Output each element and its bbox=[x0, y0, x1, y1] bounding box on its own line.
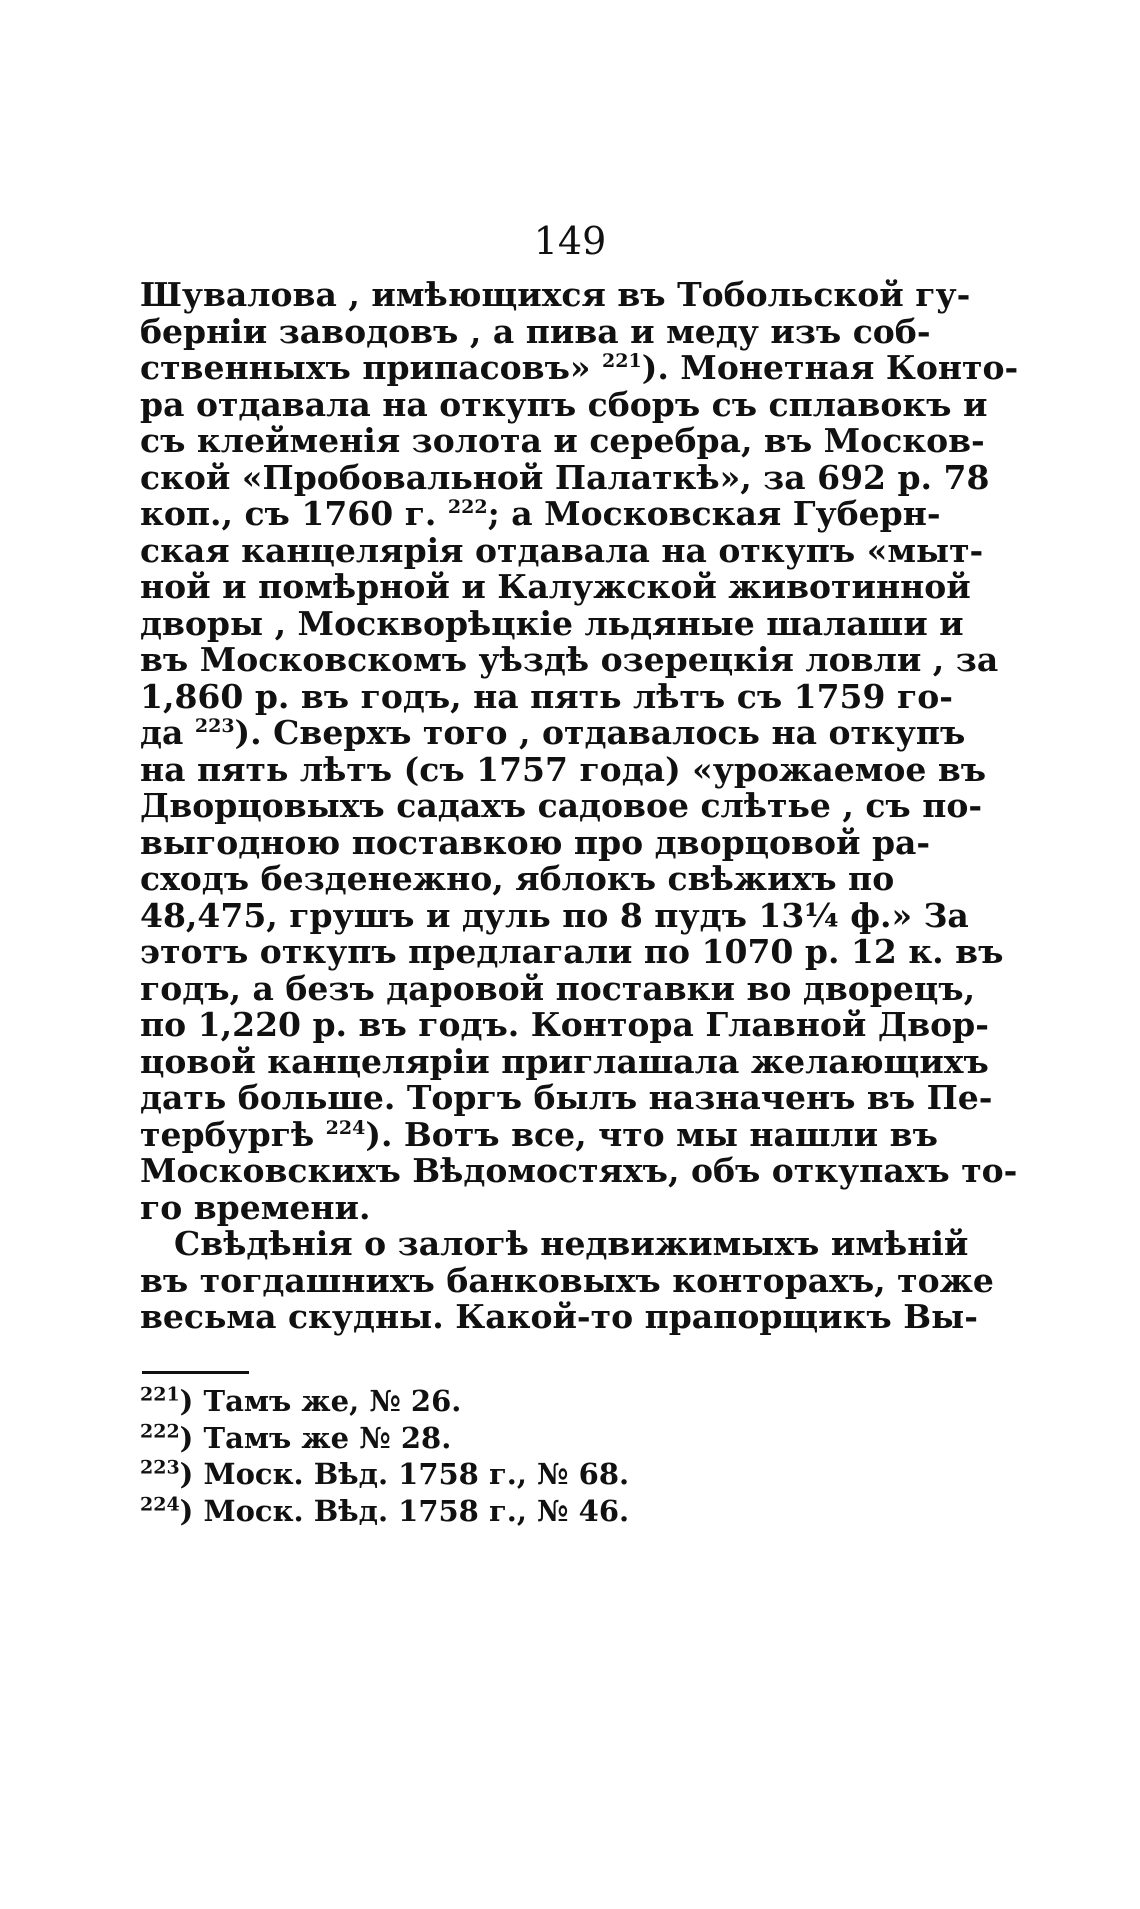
text-line: выгодною поставкою про дворцовой ра- bbox=[140, 822, 931, 862]
footnote-ref: 224 bbox=[325, 1116, 366, 1139]
text-line bbox=[140, 348, 1019, 387]
text-line: Шувалова , имѣющихся въ Тобольской гу- bbox=[140, 275, 971, 314]
text-line bbox=[140, 494, 941, 533]
text-line: Дворцовыхъ садахъ садовое слѣтье , съ по- bbox=[140, 786, 983, 825]
footnote-text: ) Моск. Вѣд. 1758 г., № 68. bbox=[179, 1457, 630, 1491]
text-line: въ Московскомъ уѣздѣ озерецкія ловли , за bbox=[140, 640, 999, 679]
text-line: по 1,220 р. въ годъ. Контора Главной Двор- bbox=[140, 1005, 989, 1044]
text-line: годъ, а безъ даровой поставки во дворецъ, bbox=[140, 968, 976, 1008]
text-line: весьма скудны. Какой-то прапорщикъ Вы- bbox=[140, 1297, 978, 1336]
text-line: этотъ откупъ предлагали по 1070 р. 12 к. въ bbox=[140, 932, 1004, 971]
footnote-number: 221 bbox=[140, 1383, 180, 1406]
text-line: цовой канцеляріи приглашала желающихъ bbox=[140, 1041, 989, 1081]
footnotes bbox=[140, 1383, 855, 1529]
footnote-ref: 223 bbox=[194, 715, 235, 737]
footnote bbox=[140, 1493, 855, 1530]
text-segment: ; а Московская Губерн- bbox=[487, 494, 941, 533]
footnote bbox=[140, 1456, 855, 1493]
footnote-text: ) Моск. Вѣд. 1758 г., № 46. bbox=[179, 1493, 630, 1528]
text-line bbox=[140, 713, 966, 752]
footnote-number: 224 bbox=[140, 1492, 180, 1515]
body-text bbox=[140, 275, 1019, 1336]
text-line: на пять лѣтъ (съ 1757 года) «урожаемое въ bbox=[140, 749, 987, 789]
text-line: 48,475, грушъ и дуль по 8 пудъ 13¼ ф.» За bbox=[140, 895, 969, 935]
text-line: сходъ безденежно, яблокъ свѣжихъ по bbox=[140, 859, 895, 898]
text-line bbox=[140, 1114, 938, 1154]
footnote bbox=[140, 1383, 855, 1420]
text-segment: тербургѣ bbox=[140, 1114, 326, 1154]
text-line: дворы , Москворѣцкіе льдяные шалаши и bbox=[140, 603, 964, 643]
footnote-divider bbox=[142, 1371, 249, 1374]
text-segment: ). Монетная Конто- bbox=[641, 348, 1019, 387]
footnote bbox=[140, 1420, 855, 1457]
text-line: ской «Пробовальной Палаткѣ», за 692 р. 78 bbox=[140, 457, 990, 497]
footnote-ref: 221 bbox=[602, 350, 642, 372]
text-segment: ). Вотъ все, что мы нашли въ bbox=[365, 1114, 938, 1154]
text-line: съ клейменія золота и серебра, въ Москов- bbox=[140, 421, 985, 460]
footnote-number: 222 bbox=[140, 1419, 180, 1442]
text-line: Московскихъ Вѣдомостяхъ, объ откупахъ то- bbox=[140, 1151, 1018, 1190]
text-line: ной и помѣрной и Калужской животинной bbox=[140, 567, 971, 606]
text-segment: коп., съ 1760 г. bbox=[140, 494, 448, 533]
text-segment: да bbox=[140, 713, 195, 752]
text-line: берніи заводовъ , а пива и меду изъ соб- bbox=[140, 311, 931, 351]
text-line: ская канцелярія отдавала на откупъ «мыт- bbox=[140, 530, 984, 570]
text-segment: ственныхъ припасовъ» bbox=[140, 348, 603, 387]
text-line: 1,860 р. въ годъ, на пять лѣтъ съ 1759 го- bbox=[140, 676, 953, 716]
text-line: въ тогдашнихъ банковыхъ конторахъ, тоже bbox=[140, 1260, 994, 1300]
footnote-ref: 222 bbox=[447, 496, 488, 518]
text-line: ра отдавала на откупъ сборъ съ сплавокъ и bbox=[140, 384, 988, 424]
text-line: Свѣдѣнія о залогѣ недвижимыхъ имѣній bbox=[174, 1224, 969, 1263]
text-segment: ). Сверхъ того , отдавалось на откупъ bbox=[234, 713, 966, 752]
footnote-number: 223 bbox=[140, 1456, 180, 1479]
page-number: 149 bbox=[533, 219, 607, 263]
text-line: дать больше. Торгъ былъ назначенъ въ Пе- bbox=[140, 1078, 993, 1117]
footnote-text: ) Тамъ же № 28. bbox=[179, 1420, 452, 1455]
footnote-text: ) Тамъ же, № 26. bbox=[179, 1384, 462, 1418]
text-line: го времени. bbox=[140, 1187, 371, 1227]
